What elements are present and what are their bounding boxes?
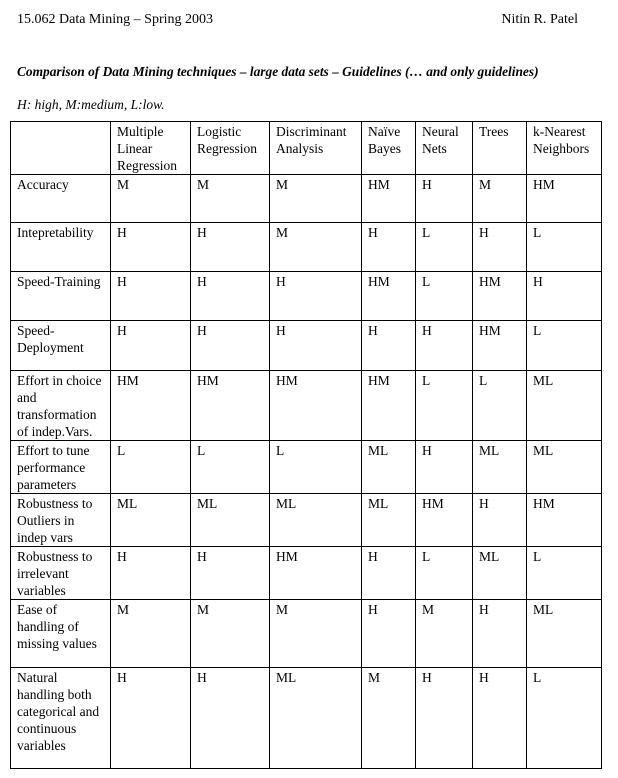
column-header: Trees xyxy=(473,122,527,175)
table-row xyxy=(11,668,602,769)
rating-cell: H xyxy=(191,547,270,600)
rating-cell: L xyxy=(111,441,191,494)
rating-cell: L xyxy=(527,547,602,600)
row-label: Accuracy xyxy=(11,175,111,223)
rating-cell: M xyxy=(473,175,527,223)
rating-cell: L xyxy=(416,371,473,441)
header-corner-cell xyxy=(11,122,111,175)
rating-cell: HM xyxy=(416,494,473,547)
rating-cell: ML xyxy=(270,668,362,769)
rating-cell: H xyxy=(473,223,527,272)
table-row xyxy=(11,272,602,321)
row-label: Natural handling both categorical and continuous variables xyxy=(11,668,111,769)
row-label: Ease of handling of missing values xyxy=(11,600,111,668)
row-label: Effort in choice and transformation of indep.Vars. xyxy=(11,371,111,441)
rating-cell: HM xyxy=(527,494,602,547)
column-header: Multiple Linear Regression xyxy=(111,122,191,175)
rating-cell: H xyxy=(362,547,416,600)
rating-cell: ML xyxy=(527,371,602,441)
rating-cell: H xyxy=(191,668,270,769)
column-header: k-Nearest Neighbors xyxy=(527,122,602,175)
row-label: Speed-Training xyxy=(11,272,111,321)
rating-cell: HM xyxy=(473,272,527,321)
page-header xyxy=(17,12,578,30)
rating-cell: L xyxy=(527,668,602,769)
rating-cell: L xyxy=(527,321,602,371)
rating-cell: H xyxy=(111,223,191,272)
rating-cell: HM xyxy=(270,547,362,600)
course-title: 15.062 Data Mining – Spring 2003 xyxy=(17,12,213,27)
rating-cell: H xyxy=(191,223,270,272)
column-header: Logistic Regression xyxy=(191,122,270,175)
table-header-row xyxy=(11,122,602,175)
rating-cell: H xyxy=(111,547,191,600)
table-row xyxy=(11,494,602,547)
rating-cell: L xyxy=(416,223,473,272)
rating-cell: ML xyxy=(527,441,602,494)
table-row xyxy=(11,441,602,494)
rating-cell: H xyxy=(527,272,602,321)
rating-cell: M xyxy=(111,600,191,668)
table-row xyxy=(11,321,602,371)
rating-cell: L xyxy=(416,272,473,321)
rating-cell: H xyxy=(473,668,527,769)
column-header: Neural Nets xyxy=(416,122,473,175)
rating-cell: H xyxy=(416,668,473,769)
rating-cell: L xyxy=(191,441,270,494)
table-row xyxy=(11,223,602,272)
row-label: Effort to tune performance parameters xyxy=(11,441,111,494)
rating-cell: HM xyxy=(362,371,416,441)
row-label: Intepretability xyxy=(11,223,111,272)
rating-cell: H xyxy=(416,175,473,223)
table-row xyxy=(11,175,602,223)
column-header: Discriminant Analysis xyxy=(270,122,362,175)
rating-cell: ML xyxy=(270,494,362,547)
rating-cell: HM xyxy=(473,321,527,371)
rating-cell: H xyxy=(473,600,527,668)
rating-cell: H xyxy=(111,272,191,321)
rating-cell: L xyxy=(473,371,527,441)
rating-cell: H xyxy=(362,600,416,668)
row-label: Speed-Deployment xyxy=(11,321,111,371)
rating-cell: HM xyxy=(362,272,416,321)
rating-cell: H xyxy=(416,441,473,494)
rating-cell: ML xyxy=(473,441,527,494)
comparison-table xyxy=(10,121,602,769)
rating-cell: HM xyxy=(111,371,191,441)
rating-cell: H xyxy=(270,272,362,321)
rating-cell: ML xyxy=(111,494,191,547)
rating-cell: M xyxy=(270,223,362,272)
rating-cell: HM xyxy=(362,175,416,223)
rating-cell: L xyxy=(416,547,473,600)
rating-cell: ML xyxy=(362,441,416,494)
rating-cell: H xyxy=(270,321,362,371)
table-row xyxy=(11,600,602,668)
rating-cell: HM xyxy=(270,371,362,441)
rating-cell: H xyxy=(191,272,270,321)
rating-cell: ML xyxy=(362,494,416,547)
rating-cell: L xyxy=(527,223,602,272)
rating-cell: H xyxy=(111,668,191,769)
rating-cell: M xyxy=(416,600,473,668)
rating-cell: ML xyxy=(191,494,270,547)
author-name: Nitin R. Patel xyxy=(501,12,578,27)
rating-cell: H xyxy=(416,321,473,371)
rating-cell: M xyxy=(191,600,270,668)
rating-cell: M xyxy=(270,600,362,668)
table-row xyxy=(11,371,602,441)
rating-legend: H: high, M:medium, L:low. xyxy=(17,97,165,112)
row-label: Robustness to Outliers in indep vars xyxy=(11,494,111,547)
rating-cell: M xyxy=(362,668,416,769)
row-label: Robustness to irrelevant variables xyxy=(11,547,111,600)
rating-cell: H xyxy=(473,494,527,547)
rating-cell: M xyxy=(111,175,191,223)
rating-cell: H xyxy=(362,223,416,272)
rating-cell: H xyxy=(362,321,416,371)
rating-cell: M xyxy=(270,175,362,223)
rating-cell: HM xyxy=(191,371,270,441)
rating-cell: ML xyxy=(527,600,602,668)
rating-cell: H xyxy=(191,321,270,371)
rating-cell: H xyxy=(111,321,191,371)
rating-cell: HM xyxy=(527,175,602,223)
document-title: Comparison of Data Mining techniques – large data sets – Guidelines (… and only guidelines) xyxy=(17,64,539,79)
column-header: Naïve Bayes xyxy=(362,122,416,175)
rating-cell: L xyxy=(270,441,362,494)
rating-cell: M xyxy=(191,175,270,223)
table-row xyxy=(11,547,602,600)
rating-cell: ML xyxy=(473,547,527,600)
